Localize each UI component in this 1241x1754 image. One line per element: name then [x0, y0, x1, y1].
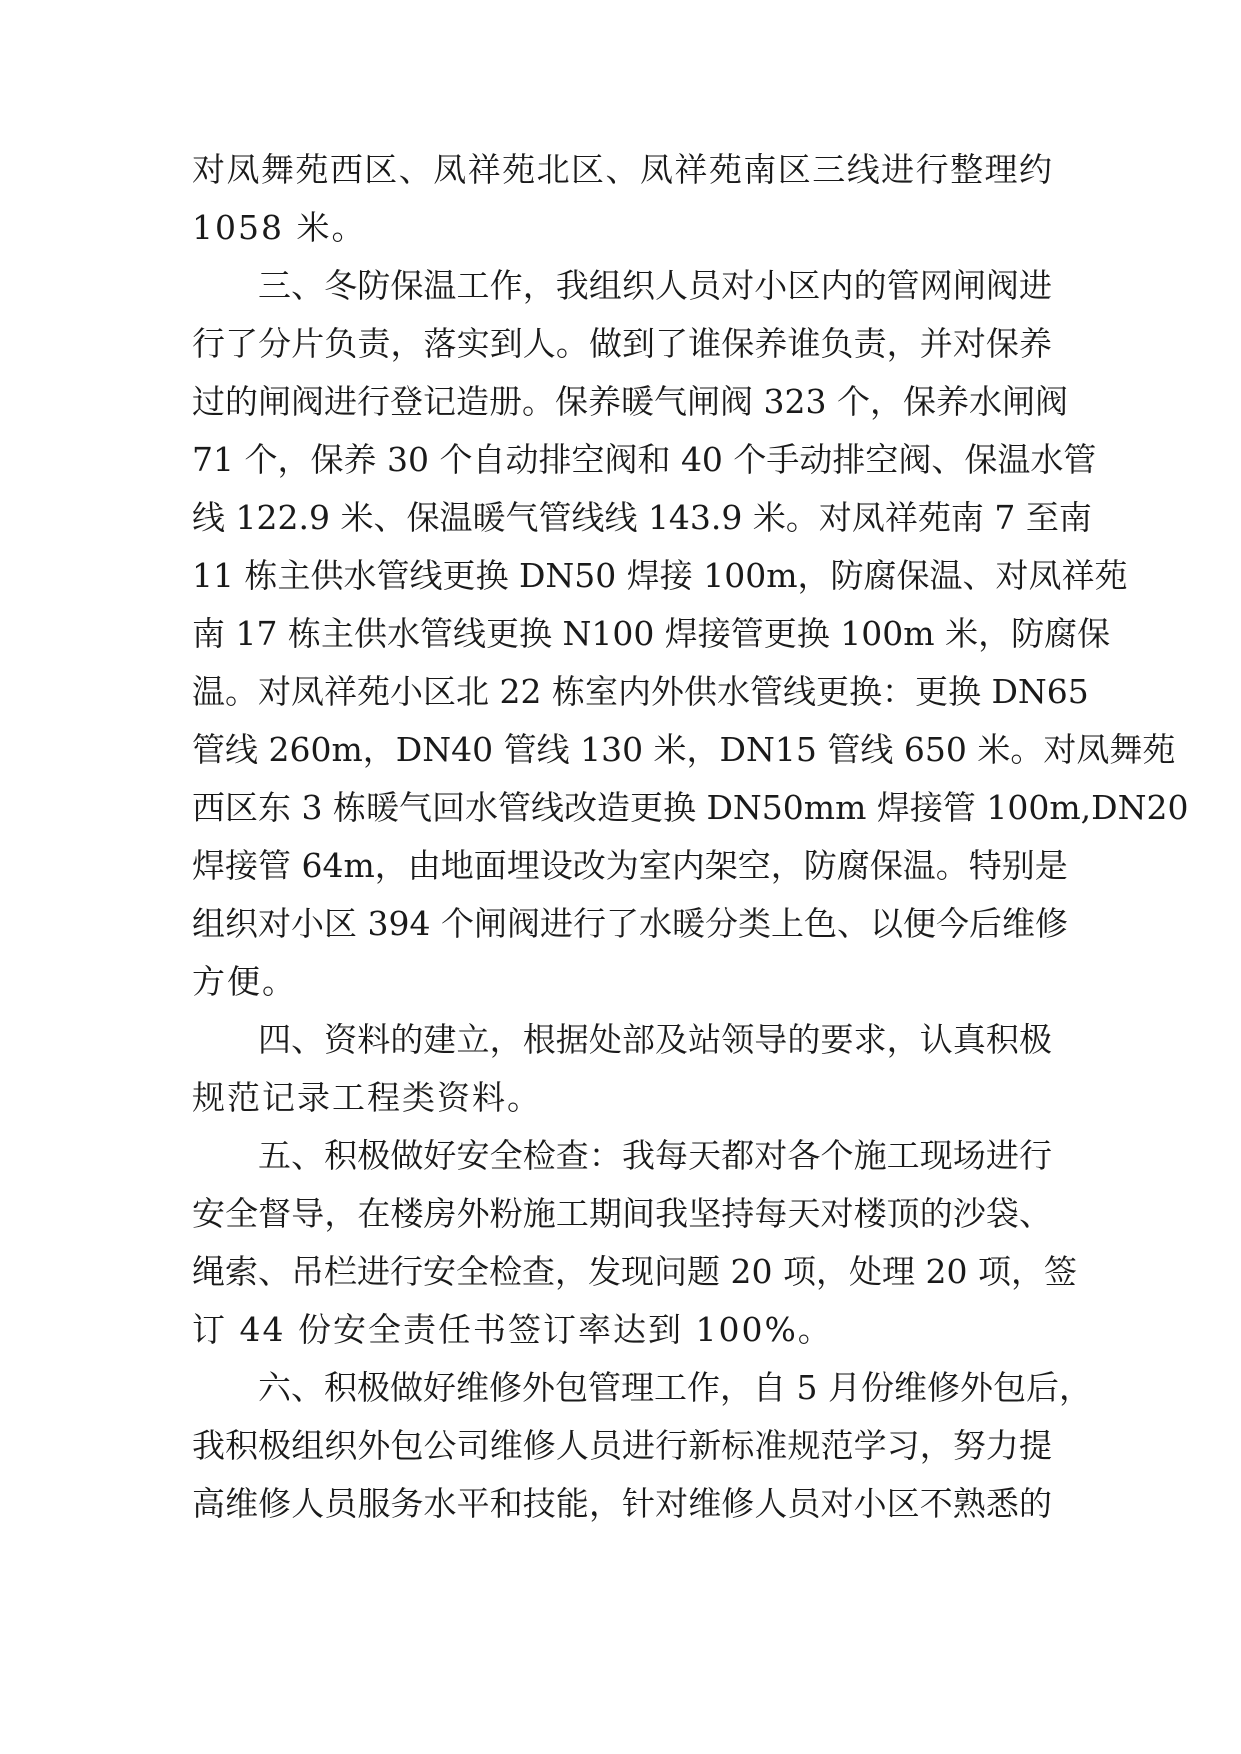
text-line: 南 17 栋主供水管线更换 N100 焊接管更换 100m 米，防腐保 [192, 614, 1111, 653]
text-line: 温。对凤祥苑小区北 22 栋室内外供水管线更换：更换 DN65 [192, 672, 1089, 711]
text-line: 高维修人员服务水平和技能，针对维修人员对小区不熟悉的 [192, 1484, 1052, 1523]
text-line: 焊接管 64m，由地面埋设改为室内架空，防腐保温。特别是 [192, 846, 1068, 885]
text-line: 西区东 3 栋暖气回水管线改造更换 DN50mm 焊接管 100m,DN20 [192, 788, 1189, 827]
text-line: 四、资料的建立，根据处部及站领导的要求，认真积极 [258, 1020, 1052, 1059]
text-line: 绳索、吊栏进行安全检查，发现问题 20 项，处理 20 项，签 [192, 1252, 1077, 1291]
text-line: 三、冬防保温工作，我组织人员对小区内的管网闸阀进 [258, 266, 1052, 305]
text-line: 线 122.9 米、保温暖气管线线 143.9 米。对凤祥苑南 7 至南 [192, 498, 1092, 537]
text-line: 组织对小区 394 个闸阀进行了水暖分类上色、以便今后维修 [192, 904, 1068, 943]
text-line: 五、积极做好安全检查：我每天都对各个施工现场进行 [258, 1136, 1052, 1175]
text-line: 行了分片负责，落实到人。做到了谁保养谁负责，并对保养 [192, 324, 1052, 363]
text-line: 11 栋主供水管线更换 DN50 焊接 100m，防腐保温、对凤祥苑 [192, 556, 1128, 595]
text-line: 六、积极做好维修外包管理工作，自 5 月份维修外包后， [258, 1368, 1092, 1407]
text-line: 1058 米。 [192, 208, 367, 247]
text-line: 方便。 [192, 962, 297, 1001]
text-line: 管线 260m，DN40 管线 130 米，DN15 管线 650 米。对凤舞苑 [192, 730, 1176, 769]
text-line: 我积极组织外包公司维修人员进行新标准规范学习，努力提 [192, 1426, 1052, 1465]
text-line: 规范记录工程类资料。 [192, 1078, 542, 1117]
text-line: 对凤舞苑西区、凤祥苑北区、凤祥苑南区三线进行整理约 [192, 150, 1052, 189]
text-line: 安全督导，在楼房外粉施工期间我坚持每天对楼顶的沙袋、 [192, 1194, 1052, 1233]
text-line: 71 个，保养 30 个自动排空阀和 40 个手动排空阀、保温水管 [192, 440, 1097, 479]
text-line: 订 44 份安全责任书签订率达到 100%。 [192, 1310, 833, 1349]
text-line: 过的闸阀进行登记造册。保养暖气闸阀 323 个，保养水闸阀 [192, 382, 1068, 421]
